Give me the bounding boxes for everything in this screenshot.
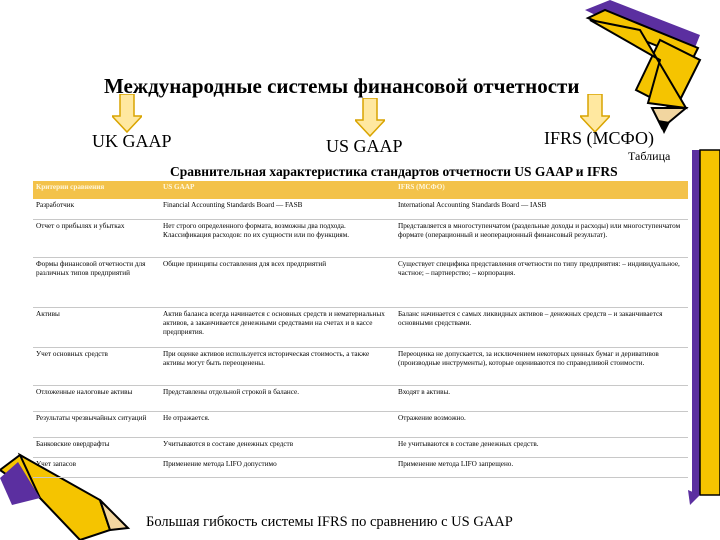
table-header-row	[33, 181, 688, 199]
slide-title: Международные системы финансовой отчетности	[104, 74, 580, 98]
cell-ifrs: Баланс начинается с самых ликвидных активов – денежных средств – и заканчивается основными средствами.	[395, 307, 688, 347]
cell-us-gaap: Не отражается.	[160, 411, 395, 437]
cell-us-gaap: Общие принципы составления для всех предприятий	[160, 257, 395, 307]
footer-conclusion: Большая гибкость системы IFRS по сравнению с US GAAP	[146, 514, 513, 530]
table-note: Таблица	[628, 149, 671, 163]
arrow-uk-icon	[112, 94, 142, 134]
cell-us-gaap: При оценке активов используется историческая стоимость, а также активы могут быть переоценены.	[160, 347, 395, 385]
cell-us-gaap: Учитываются в составе денежных средств	[160, 437, 395, 457]
system-us-gaap: US GAAP	[326, 136, 403, 156]
side-decoration	[688, 150, 720, 505]
cell-criteria: Учет основных средств	[33, 347, 160, 385]
table-row	[33, 307, 688, 347]
cell-criteria: Разработчик	[33, 199, 160, 219]
system-uk-gaap: UK GAAP	[92, 131, 172, 151]
arrow-us-icon	[355, 98, 385, 138]
cell-us-gaap: Нет строго определенного формата, возможны два подхода. Классификация расходов: по их сущности или по функциям.	[160, 219, 395, 257]
table-caption: Сравнительная характеристика стандартов отчетности US GAAP и IFRS	[170, 164, 618, 179]
cell-ifrs: Представляется в многоступенчатом (раздельные доходы и расходы) или многоступенчатом формате (операционный и неоперационный финансовый результат).	[395, 219, 688, 257]
cell-ifrs: Не учитываются в составе денежных средств.	[395, 437, 688, 457]
cell-ifrs: Применение метода LIFO запрещено.	[395, 457, 688, 477]
cell-us-gaap: Представлены отдельной строкой в балансе.	[160, 385, 395, 411]
table-row	[33, 199, 688, 219]
cell-ifrs: Существует специфика представления отчетности по типу предприятия: – индивидуальное, частное; – партнерство; – корпорация.	[395, 257, 688, 307]
cell-criteria: Банковские овердрафты	[33, 437, 160, 457]
cell-ifrs: International Accounting Standards Board — IASB	[395, 199, 688, 219]
cell-criteria: Отчет о прибылях и убытках	[33, 219, 160, 257]
header-criteria: Критерии сравнения	[33, 181, 160, 199]
cell-us-gaap: Financial Accounting Standards Board — FASB	[160, 199, 395, 219]
cell-ifrs: Отражение возможно.	[395, 411, 688, 437]
table-row	[33, 457, 688, 477]
cell-criteria: Учет запасов	[33, 457, 160, 477]
header-ifrs: IFRS (МСФО)	[395, 181, 688, 199]
header-us-gaap: US GAAP	[160, 181, 395, 199]
cell-criteria: Активы	[33, 307, 160, 347]
table-row	[33, 437, 688, 457]
cell-us-gaap: Актив баланса всегда начинается с основных средств и нематериальных активов, а заканчивается денежными средствами на счетах и в кассе предприятия.	[160, 307, 395, 347]
table-row	[33, 385, 688, 411]
table-row	[33, 411, 688, 437]
system-ifrs: IFRS (МСФО)	[544, 128, 654, 148]
table-row	[33, 219, 688, 257]
cell-criteria: Формы финансовой отчетности для различных типов предприятий	[33, 257, 160, 307]
cell-ifrs: Переоценка не допускается, за исключением некоторых ценных бумаг и деривативов (производные инструменты), которые оцениваются по справедливой стоимости.	[395, 347, 688, 385]
cell-criteria: Результаты чрезвычайных ситуаций	[33, 411, 160, 437]
cell-us-gaap: Применение метода LIFO допустимо	[160, 457, 395, 477]
table-row	[33, 347, 688, 385]
cell-ifrs: Входят в активы.	[395, 385, 688, 411]
table-row	[33, 257, 688, 307]
comparison-table	[33, 181, 688, 478]
cell-criteria: Отложенные налоговые активы	[33, 385, 160, 411]
